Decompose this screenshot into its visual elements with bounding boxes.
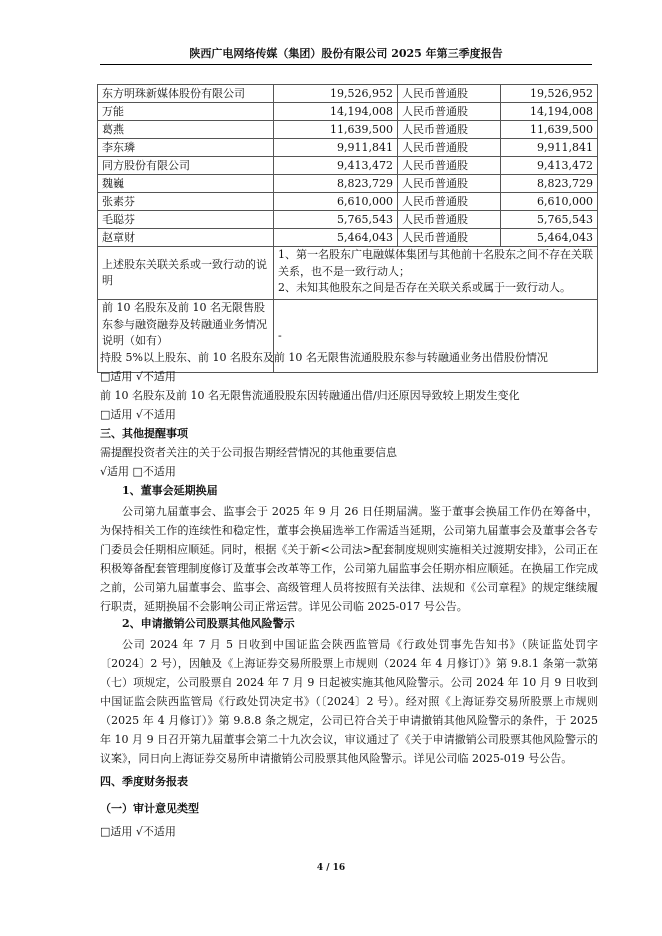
share-type: 人民币普通股 <box>398 175 501 193</box>
shareholder-name: 东方明珠新媒体股份有限公司 <box>98 85 274 103</box>
table-row <box>98 193 598 211</box>
shares-count: 6,610,000 <box>274 193 398 211</box>
shares-count: 9,413,472 <box>274 157 398 175</box>
share-quantity: 9,413,472 <box>501 157 598 175</box>
table-row <box>98 157 598 175</box>
share-quantity: 9,911,841 <box>501 139 598 157</box>
shares-count: 14,194,008 <box>274 103 398 121</box>
relation-text: 1、第一名股东广电融媒体集团与其他前十名股东之间不存在关联关系，也不是一致行动人； 2、未知其他股东之间是否存在关联关系或属于一致行动人。 <box>274 247 598 300</box>
margin-text: - <box>274 300 598 373</box>
report-body <box>100 350 598 843</box>
share-type: 人民币普通股 <box>398 229 501 247</box>
shares-count: 5,765,543 <box>274 211 398 229</box>
audit-opinion-applicability: □适用 √不适用 <box>100 825 176 838</box>
shareholder-name: 同方股份有限公司 <box>98 157 274 175</box>
shares-count: 11,639,500 <box>274 121 398 139</box>
page-number: 4 / 16 <box>316 863 346 873</box>
share-type: 人民币普通股 <box>398 211 501 229</box>
table-row <box>98 175 598 193</box>
share-quantity: 5,765,543 <box>501 211 598 229</box>
lend-applicability: □适用 √不适用 <box>100 370 176 383</box>
share-quantity: 5,464,043 <box>501 229 598 247</box>
share-type: 人民币普通股 <box>398 121 501 139</box>
shareholder-name: 万能 <box>98 103 274 121</box>
section-3-intro: 需提醒投资者关注的关于公司报告期经营情况的其他重要信息 <box>100 446 397 459</box>
shareholder-name: 葛燕 <box>98 121 274 139</box>
table-row <box>98 103 598 121</box>
table-row <box>98 121 598 139</box>
share-quantity: 8,823,729 <box>501 175 598 193</box>
board-term-extension-text: 公司第九届董事会、监事会于 2025 年 9 月 26 日任期届满。鉴于董事会换届工作仍在筹备中，为保持相关工作的连续性和稳定性，董事会换届选举工作需适当延期，公司第九届董事会及董事会各专门委员会任期相应顺延。同时，根据《关于新<公司法>配套制度规则实施相关过渡期安排》，公司正在积极筹备配套管理制度修订及董事会改革等工作，公司第九届监事会任期亦相应顺延。在换届工作完成之前，公司第九届董事会、监事会、高级管理人员将按照有关法律、法规和《公司章程》的规定继续履行职责，延期换届不会影响公司正常运营。详见公司临 2025-017 号公告。 <box>100 505 598 613</box>
table-row <box>98 211 598 229</box>
share-quantity: 11,639,500 <box>501 121 598 139</box>
table-row <box>98 229 598 247</box>
risk-warning-text: 公司 2024 年 7 月 5 日收到中国证监会陕西监管局《行政处罚事先告知书》（陕证监处罚字〔2024〕2 号），因触及《上海证券交易所股票上市规则（2024 年 4 月修订）》第 9.8.1 条第一款第（七）项规定，公司股票自 2024 年 7 月 9 日起被实施其他风险警示。公司 2024 年 10 月 9 日收到中国证监会陕西监管局《行政处罚决定书》（〔2024〕2 号）。经对照《上海证券交易所股票上市规则（2025 年 4 月修订）》第 9.8.8 条之规定，公司已符合关于申请撤销其他风险警示的条件，于 2025 年 10 月 9 日召开第九届董事会第二十九次会议，审议通过了《关于申请撤销公司股票其他风险警示的议案》，同日向上海证券交易所申请撤销公司股票其他风险警示。详见公司临 2025-019 号公告。 <box>100 638 598 765</box>
lend-title: 持股 5%以上股东、前 10 名股东及前 10 名无限售流通股股东参与转融通业务出借股份情况 <box>100 351 548 364</box>
relation-label: 上述股东关联关系或一致行动的说明 <box>98 247 274 300</box>
shareholder-name: 张素芬 <box>98 193 274 211</box>
shares-count: 9,911,841 <box>274 139 398 157</box>
share-quantity: 19,526,952 <box>501 85 598 103</box>
share-type: 人民币普通股 <box>398 139 501 157</box>
share-quantity: 14,194,008 <box>501 103 598 121</box>
change-title: 前 10 名股东及前 10 名无限售流通股股东因转融通出借/归还原因导致较上期发生变化 <box>100 389 520 402</box>
table-row <box>98 139 598 157</box>
share-quantity: 6,610,000 <box>501 193 598 211</box>
board-term-extension-title: 1、董事会延期换届 <box>122 484 218 497</box>
share-type: 人民币普通股 <box>398 103 501 121</box>
audit-opinion-heading: （一）审计意见类型 <box>100 802 199 815</box>
margin-label: 前 10 名股东及前 10 名无限售股东参与融资融券及转融通业务情况说明（如有） <box>98 300 274 373</box>
share-type: 人民币普通股 <box>398 193 501 211</box>
shareholder-name: 魏巍 <box>98 175 274 193</box>
section-4-heading: 四、季度财务报表 <box>100 775 188 788</box>
top-shareholders-table <box>97 84 598 373</box>
page-header: 陕西广电网络传媒（集团）股份有限公司 2025 年第三季度报告 <box>100 46 592 65</box>
relation-row <box>98 247 598 300</box>
section-3-applicability: √适用 □不适用 <box>100 465 176 478</box>
shares-count: 5,464,043 <box>274 229 398 247</box>
shares-count: 8,823,729 <box>274 175 398 193</box>
table-row <box>98 85 598 103</box>
shareholder-name: 毛聪芬 <box>98 211 274 229</box>
shares-count: 19,526,952 <box>274 85 398 103</box>
shareholder-name: 李东璘 <box>98 139 274 157</box>
change-applicability: □适用 √不适用 <box>100 408 176 421</box>
section-3-heading: 三、其他提醒事项 <box>100 427 188 440</box>
shareholder-name: 赵章财 <box>98 229 274 247</box>
share-type: 人民币普通股 <box>398 85 501 103</box>
risk-warning-title: 2、申请撤销公司股票其他风险警示 <box>122 617 295 630</box>
share-type: 人民币普通股 <box>398 157 501 175</box>
